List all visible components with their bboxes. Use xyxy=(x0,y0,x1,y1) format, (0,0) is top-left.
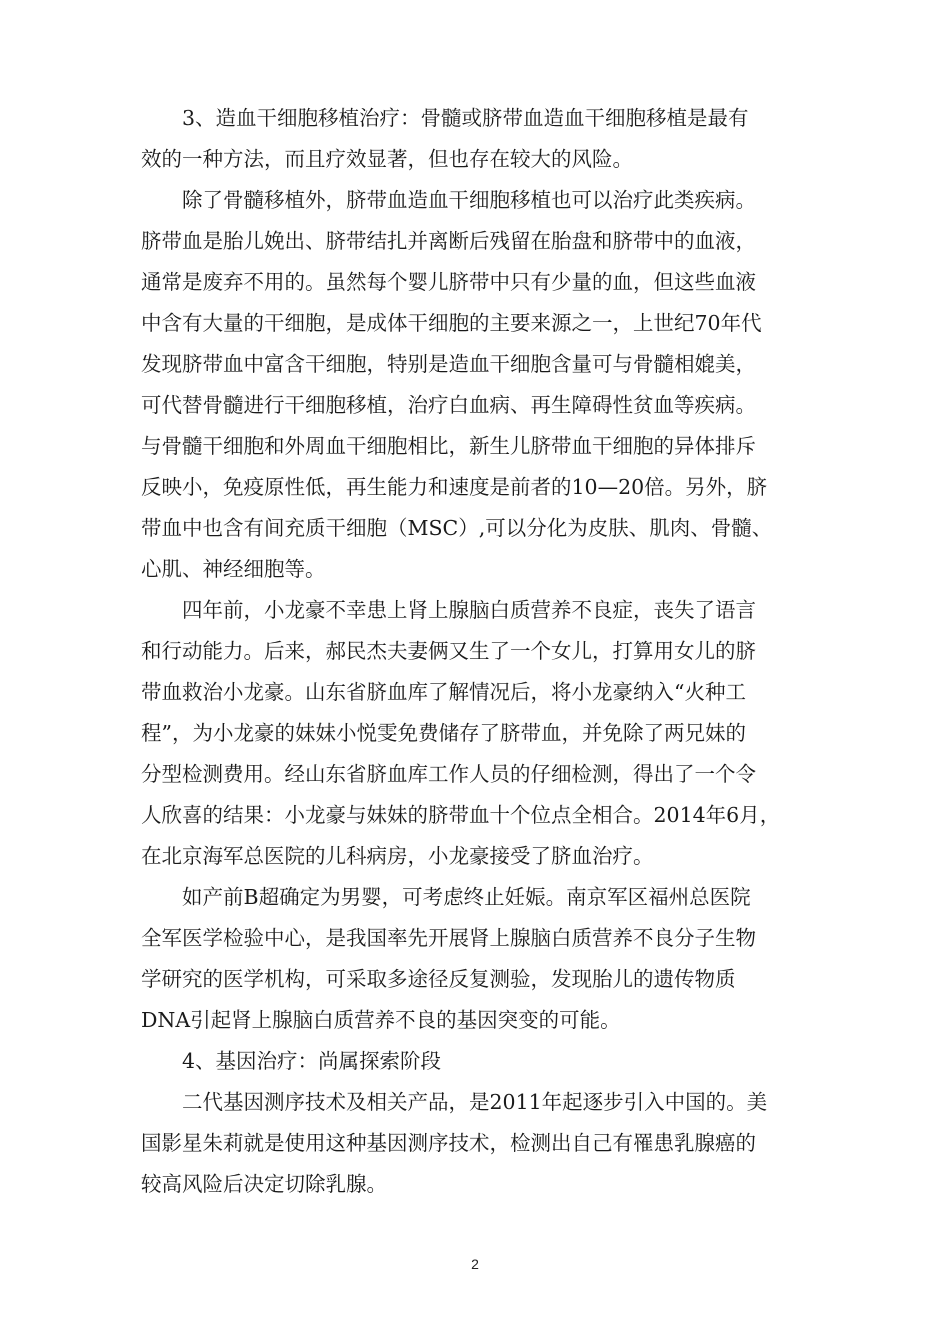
text-line: 四年前，小龙豪不幸患上肾上腺脑白质营养不良症，丧失了语言 xyxy=(141,598,756,622)
text-line: 程”，为小龙豪的妹妹小悦雯免费储存了脐带血，并免除了两兄妹的 xyxy=(141,721,746,745)
text-line: 带血中也含有间充质干细胞（MSC）,可以分化为皮肤、肌肉、骨髓、 xyxy=(141,516,773,540)
text-line: 反映小，免疫原性低，再生能力和速度是前者的10—20倍。另外，脐 xyxy=(141,475,768,499)
text-line: 3、造血干细胞移植治疗：骨髓或脐带血造血干细胞移植是最有 xyxy=(141,106,749,130)
text-line: 除了骨髓移植外，脐带血造血干细胞移植也可以治疗此类疾病。 xyxy=(141,188,756,212)
text-line: 发现脐带血中富含干细胞，特别是造血干细胞含量可与骨髓相媲美， xyxy=(141,352,756,376)
text-line: 国影星朱莉就是使用这种基因测序技术，检测出自己有罹患乳腺癌的 xyxy=(141,1131,756,1155)
text-line: 学研究的医学机构，可采取多途径反复测验，发现胎儿的遗传物质 xyxy=(141,967,736,991)
text-line: 脐带血是胎儿娩出、脐带结扎并离断后残留在胎盘和脐带中的血液， xyxy=(141,229,756,253)
text-line: 在北京海军总医院的儿科病房，小龙豪接受了脐血治疗。 xyxy=(141,844,654,868)
text-line: 带血救治小龙豪。山东省脐血库了解情况后，将小龙豪纳入“火种工 xyxy=(141,680,746,704)
text-line: 效的一种方法，而且疗效显著，但也存在较大的风险。 xyxy=(141,147,633,171)
page-number: 2 xyxy=(471,1256,479,1272)
text-line: 和行动能力。后来，郝民杰夫妻俩又生了一个女儿，打算用女儿的脐 xyxy=(141,639,756,663)
text-line: 二代基因测序技术及相关产品，是2011年起逐步引入中国的。美 xyxy=(141,1090,768,1114)
text-line: 较高风险后决定切除乳腺。 xyxy=(141,1172,387,1196)
text-line: 中含有大量的干细胞，是成体干细胞的主要来源之一，上世纪70年代 xyxy=(141,311,762,335)
text-line: 通常是废弃不用的。虽然每个婴儿脐带中只有少量的血，但这些血液 xyxy=(141,270,756,294)
text-line: 全军医学检验中心，是我国率先开展肾上腺脑白质营养不良分子生物 xyxy=(141,926,756,950)
text-line: 如产前B超确定为男婴，可考虑终止妊娠。南京军区福州总医院 xyxy=(141,885,751,909)
text-line: 分型检测费用。经山东省脐血库工作人员的仔细检测，得出了一个令 xyxy=(141,762,756,786)
text-line: 可代替骨髓进行干细胞移植，治疗白血病、再生障碍性贫血等疾病。 xyxy=(141,393,756,417)
text-line: DNA引起肾上腺脑白质营养不良的基因突变的可能。 xyxy=(141,1008,621,1032)
text-line: 4、基因治疗：尚属探索阶段 xyxy=(141,1049,442,1073)
text-line: 心肌、神经细胞等。 xyxy=(141,557,326,581)
text-line: 与骨髓干细胞和外周血干细胞相比，新生儿脐带血干细胞的异体排斥 xyxy=(141,434,756,458)
text-line: 人欣喜的结果：小龙豪与妹妹的脐带血十个位点全相合。2014年6月， xyxy=(141,803,781,827)
